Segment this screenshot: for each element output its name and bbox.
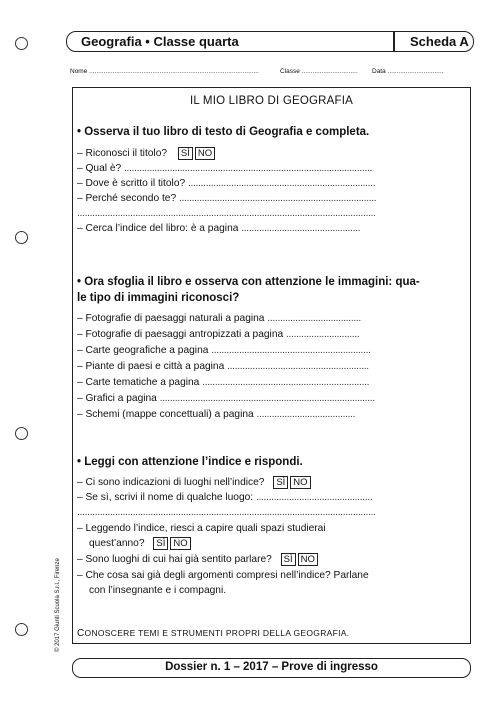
no-box[interactable]: NO bbox=[195, 147, 215, 160]
q-index-page[interactable]: – Cerca l’indice del libro: è a pagina ............................................... bbox=[77, 223, 361, 234]
image-type-item[interactable]: – Carte tematiche a pagina .................................................................. bbox=[77, 377, 370, 388]
class-label: Classe bbox=[280, 68, 300, 75]
answer-line[interactable]: ...................................................................................................................... bbox=[77, 208, 376, 219]
answer-line[interactable]: ...................................................................................................................... bbox=[77, 507, 376, 518]
binder-hole bbox=[15, 231, 28, 244]
name-field[interactable]: Nome .............................................................................................. bbox=[70, 68, 259, 75]
q-why[interactable]: – Perché secondo te? .............................................................................. bbox=[77, 193, 377, 204]
section1-heading: • Osserva il tuo libro di testo di Geografia e completa. bbox=[77, 126, 370, 138]
q-prior-knowledge-1: – Che cosa sai già degli argomenti compresi nell’indice? Parlane bbox=[77, 570, 369, 581]
subject-title: Geografia • Classe quarta bbox=[81, 34, 239, 49]
class-field[interactable]: Classe ............................... bbox=[280, 68, 358, 75]
section3-heading: • Leggi con attenzione l’indice e rispondi. bbox=[77, 456, 303, 468]
image-type-item[interactable]: – Fotografie di paesaggi antropizzati a pagina ............................. bbox=[77, 329, 360, 340]
image-type-item[interactable]: – Fotografie di paesaggi naturali a pagina ..................................... bbox=[77, 313, 361, 324]
q-recognize-title: – Riconosci il titolo? SÌ NO bbox=[77, 147, 215, 160]
dossier-label: Dossier n. 1 – 2017 – Prove di ingresso bbox=[165, 661, 378, 673]
q-heard-of: – Sono luoghi di cui hai già sentito parlare? SÌ NO bbox=[77, 553, 318, 566]
image-type-item[interactable]: – Piante di paesi e città a pagina ........................................................ bbox=[77, 361, 369, 372]
binder-hole bbox=[15, 623, 28, 636]
copyright-note: © 2017 Giunti Scuola S.r.l., Firenze bbox=[55, 558, 61, 652]
no-box[interactable]: NO bbox=[290, 476, 310, 489]
no-box[interactable]: NO bbox=[170, 537, 190, 550]
q-prior-knowledge-2: con l’insegnante e i compagni. bbox=[89, 585, 227, 596]
date-label: Data bbox=[372, 68, 386, 75]
binder-hole bbox=[15, 427, 28, 440]
image-type-item[interactable]: – Schemi (mappe concettuali) a pagina ....................................... bbox=[77, 409, 356, 420]
q-spaces-line1: – Leggendo l’indice, riesci a capire quali spazi studierai bbox=[77, 523, 326, 534]
header-divider bbox=[393, 32, 395, 51]
section2-heading-1: • Ora sfoglia il libro e osserva con attenzione le immagini: qua- bbox=[77, 276, 420, 288]
q-spaces-line2: quest’anno? SÌ NO bbox=[89, 537, 191, 550]
worksheet-title: IL MIO LIBRO DI GEOGRAFIA bbox=[189, 95, 354, 107]
yes-box[interactable]: SÌ bbox=[153, 537, 168, 550]
binder-hole bbox=[15, 37, 28, 50]
q-which-title[interactable]: – Qual è? .................................................................................................. bbox=[77, 163, 373, 174]
q-places-in-index: – Ci sono indicazioni di luoghi nell’indice? SÌ NO bbox=[77, 476, 311, 489]
q-place-names[interactable]: – Se sì, scrivi il nome di qualche luogo: .............................................. bbox=[77, 492, 373, 503]
image-type-item[interactable]: – Grafici a pagina ..................................................................................... bbox=[77, 393, 375, 404]
learning-objective: CONOSCERE TEMI E STRUMENTI PROPRI DELLA GEOGRAFIA. bbox=[77, 628, 350, 639]
yes-box[interactable]: SÌ bbox=[178, 147, 193, 160]
yes-box[interactable]: SÌ bbox=[281, 553, 296, 566]
header-bar bbox=[66, 31, 474, 52]
footer-bar bbox=[72, 658, 471, 678]
worksheet-panel bbox=[72, 87, 471, 644]
date-field[interactable]: Data ............................... bbox=[372, 68, 444, 75]
yes-box[interactable]: SÌ bbox=[273, 476, 288, 489]
sheet-label: Scheda A bbox=[410, 34, 469, 49]
name-label: Nome bbox=[70, 68, 88, 75]
no-box[interactable]: NO bbox=[298, 553, 318, 566]
q-where-title[interactable]: – Dove è scritto il titolo? .......................................................................... bbox=[77, 178, 376, 189]
section2-heading-2: le tipo di immagini riconosci? bbox=[77, 292, 240, 304]
image-type-item[interactable]: – Carte geografiche a pagina ............................................................... bbox=[77, 345, 371, 356]
